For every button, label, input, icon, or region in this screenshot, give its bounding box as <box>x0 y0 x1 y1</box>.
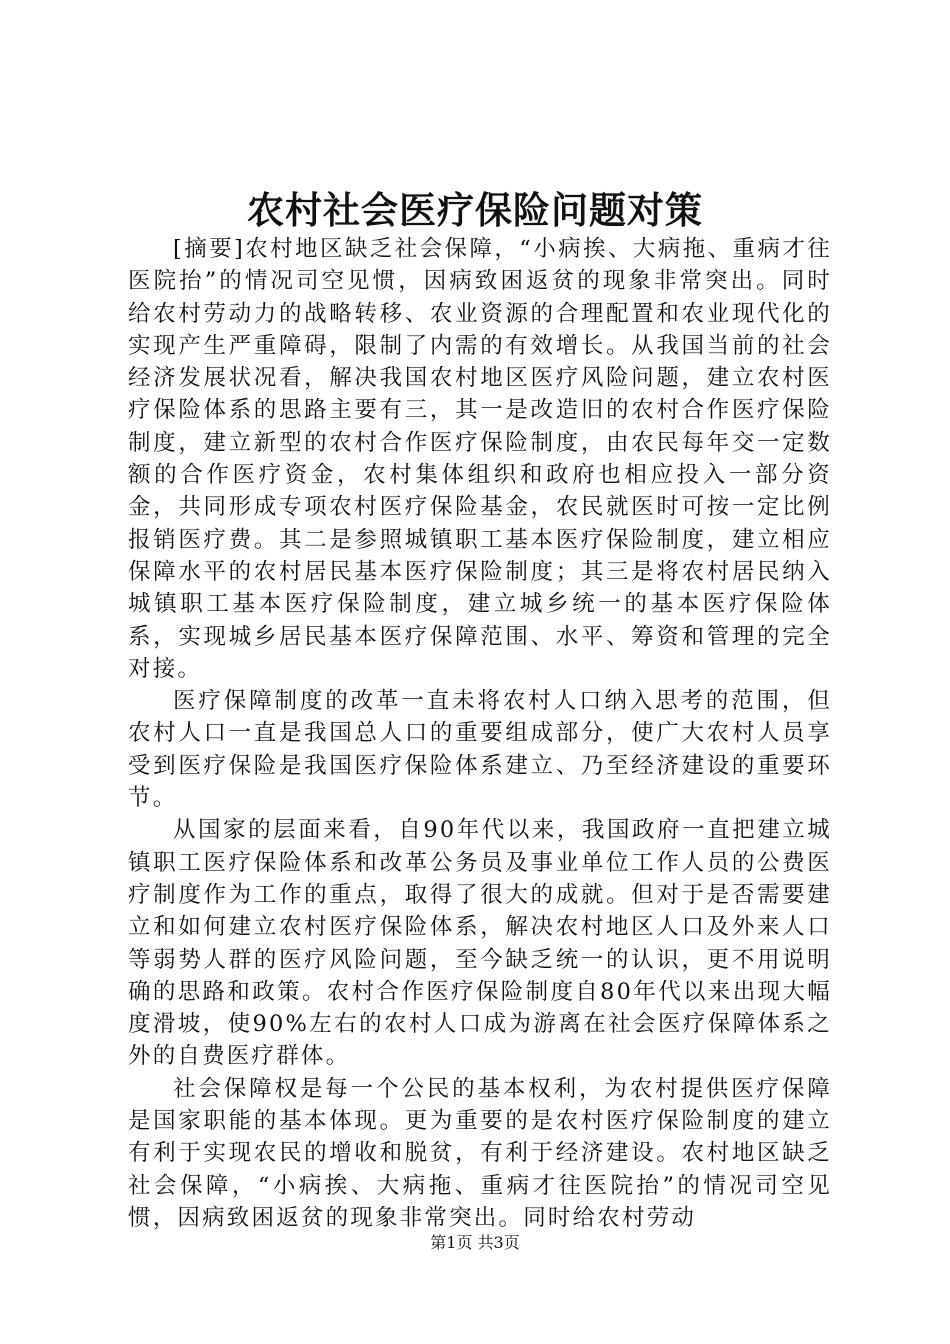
paragraph-national: 从国家的层面来看，自90年代以来，我国政府一直把建立城镇职工医疗保险体系和改革公务员及事业单位工作人员的公费医疗制度作为工作的重点，取得了很大的成就。但对于是否需要建立和如何建立农村医疗保险体系，解决农村地区人口及外来人口等弱势人群的医疗风险问题，至今缺乏统一的认识，更不用说明确的思路和政策。农村合作医疗保险制度自80年代以来出现大幅度滑坡，使90%左右的农村人口成为游离在社会医疗保障体系之外的自费医疗群体。 <box>128 817 832 1070</box>
paragraph-abstract: [摘要]农村地区缺乏社会保障，“小病挨、大病拖、重病才往医院抬”的情况司空见惯，因病致困返贫的现象非常突出。同时给农村劳动力的战略转移、农业资源的合理配置和农业现代化的实现产生严重障碍，限制了内需的有效增长。从我国当前的社会经济发展状况看，解决我国农村地区医疗风险问题，建立农村医疗保险体系的思路主要有三，其一是改造旧的农村合作医疗保险制度，建立新型的农村合作医疗保险制度，由农民每年交一定数额的合作医疗资金，农村集体组织和政府也相应投入一部分资金，共同形成专项农村医疗保险基金，农民就医时可按一定比例报销医疗费。其二是参照城镇职工基本医疗保险制度，建立相应保障水平的农村居民基本医疗保险制度；其三是将农村居民纳入城镇职工基本医疗保险制度，建立城乡统一的基本医疗保险体系，实现城乡居民基本医疗保障范围、水平、筹资和管理的完全对接。 <box>128 236 832 682</box>
page-title: 农村社会医疗保险问题对策 <box>247 188 703 232</box>
document-body <box>128 233 832 1234</box>
paragraph-reform: 医疗保障制度的改革一直未将农村人口纳入思考的范围，但农村人口一直是我国总人口的重要组成部分，使广大农村人员享受到医疗保险是我国医疗保险体系建立、乃至经济建设的重要环节。 <box>128 688 832 812</box>
paragraph-rights: 社会保障权是每一个公民的基本权利，为农村提供医疗保障是国家职能的基本体现。更为重要的是农村医疗保险制度的建立有利于实现农民的增收和脱贫，有利于经济建设。农村地区缺乏社会保障，“小病挨、大病拖、重病才往医院抬”的情况司空见惯，因病致困返贫的现象非常突出。同时给农村劳动 <box>128 1075 832 1231</box>
page-number: 第1页 共3页 <box>430 1233 520 1252</box>
